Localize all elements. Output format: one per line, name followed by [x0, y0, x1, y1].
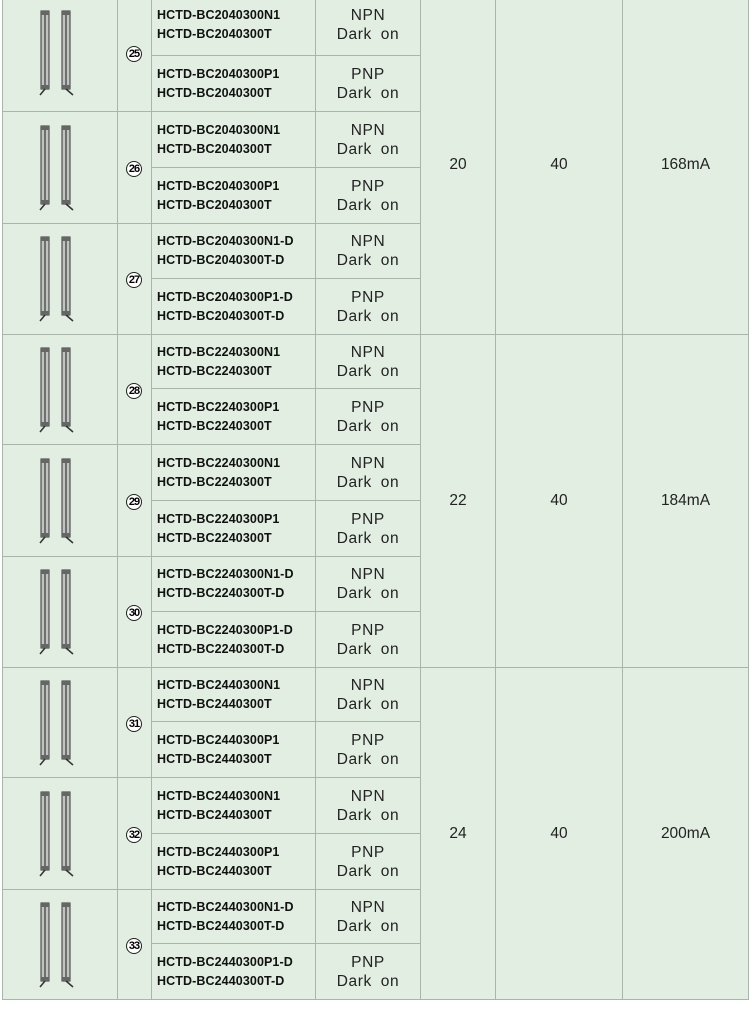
emitter-model: HCTD-BC2440300N1 — [157, 788, 281, 803]
product-image-cell — [3, 445, 118, 557]
emitter-model: HCTD-BC2040300P1 — [157, 178, 280, 193]
receiver-model: HCTD-BC2040300T-D — [157, 308, 285, 323]
axis-pitch-cell — [496, 668, 623, 1000]
item-number-badge: 25 — [126, 46, 142, 62]
optical-axis-count-cell — [421, 335, 496, 668]
receiver-model: HCTD-BC2440300T — [157, 696, 272, 711]
receiver-model: HCTD-BC2240300T — [157, 530, 272, 545]
model-cell — [152, 612, 316, 668]
output-type: NPN — [350, 343, 386, 361]
model-cell — [152, 778, 316, 834]
receiver-model: HCTD-BC2040300T — [157, 197, 272, 212]
emitter-model: HCTD-BC2040300N1 — [157, 8, 281, 22]
current-consumption: 168mA — [660, 155, 711, 173]
output-cell — [316, 834, 421, 890]
model-cell — [152, 944, 316, 1000]
receiver-model: HCTD-BC2440300T — [157, 751, 272, 766]
product-image-cell — [3, 557, 118, 668]
light-curtain-sensor-icon — [37, 346, 83, 434]
table-row — [3, 668, 749, 722]
item-number-badge: 29 — [126, 494, 142, 510]
product-number-cell — [118, 778, 152, 890]
output-type: NPN — [350, 454, 386, 472]
emitter-model: HCTD-BC2240300N1-D — [157, 567, 294, 581]
receiver-model: HCTD-BC2240300T-D — [157, 586, 285, 600]
model-cell — [152, 112, 316, 168]
output-mode: Dark on — [336, 417, 400, 435]
model-cell — [152, 668, 316, 722]
product-image-cell — [3, 668, 118, 778]
receiver-model: HCTD-BC2040300T — [157, 141, 272, 156]
receiver-model: HCTD-BC2040300T — [157, 27, 272, 41]
emitter-model: HCTD-BC2240300P1-D — [157, 622, 293, 637]
axis-pitch: 40 — [550, 155, 568, 173]
output-cell — [316, 445, 421, 501]
output-cell — [316, 56, 421, 112]
output-cell — [316, 944, 421, 1000]
optical-axis-count-cell — [421, 0, 496, 335]
product-number-cell — [118, 890, 152, 1000]
light-curtain-sensor-icon — [37, 790, 83, 878]
model-cell — [152, 389, 316, 445]
light-curtain-sensor-icon — [37, 9, 83, 97]
optical-axis-count: 24 — [449, 824, 467, 842]
light-curtain-sensor-icon — [37, 235, 83, 323]
emitter-model: HCTD-BC2440300P1-D — [157, 954, 293, 969]
output-type: PNP — [351, 621, 385, 639]
product-number-cell — [118, 335, 152, 445]
output-type: PNP — [351, 288, 385, 306]
emitter-model: HCTD-BC2440300P1 — [157, 844, 280, 859]
current-consumption: 200mA — [660, 824, 711, 842]
item-number-badge: 31 — [126, 716, 142, 732]
output-mode: Dark on — [336, 806, 400, 824]
output-cell — [316, 0, 421, 56]
output-mode: Dark on — [336, 362, 400, 380]
current-consumption-cell — [623, 335, 749, 668]
emitter-model: HCTD-BC2040300N1-D — [157, 234, 294, 248]
output-type: PNP — [351, 731, 385, 749]
product-number-cell — [118, 224, 152, 335]
output-cell — [316, 557, 421, 612]
emitter-model: HCTD-BC2240300P1 — [157, 511, 280, 526]
output-type: NPN — [350, 121, 386, 139]
output-cell — [316, 112, 421, 168]
product-image-cell — [3, 335, 118, 445]
model-cell — [152, 224, 316, 279]
output-mode: Dark on — [336, 862, 400, 880]
receiver-model: HCTD-BC2240300T-D — [157, 641, 285, 656]
model-cell — [152, 834, 316, 890]
emitter-model: HCTD-BC2440300P1 — [157, 732, 280, 747]
item-number-badge: 30 — [126, 605, 142, 621]
model-cell — [152, 279, 316, 335]
output-mode: Dark on — [336, 84, 400, 102]
emitter-model: HCTD-BC2040300N1 — [157, 122, 281, 137]
model-cell — [152, 335, 316, 389]
output-cell — [316, 224, 421, 279]
output-type: NPN — [350, 233, 386, 250]
output-type: PNP — [351, 510, 385, 528]
light-curtain-sensor-icon — [37, 901, 83, 989]
output-type: PNP — [351, 953, 385, 971]
output-mode: Dark on — [336, 695, 400, 713]
product-image-cell — [3, 778, 118, 890]
emitter-model: HCTD-BC2440300N1-D — [157, 899, 294, 914]
receiver-model: HCTD-BC2440300T — [157, 863, 272, 878]
item-number-badge: 32 — [126, 827, 142, 843]
receiver-model: HCTD-BC2440300T-D — [157, 973, 285, 988]
output-mode: Dark on — [336, 529, 400, 547]
output-cell — [316, 722, 421, 778]
output-mode: Dark on — [336, 252, 400, 269]
table-row — [3, 335, 749, 389]
output-cell — [316, 279, 421, 335]
output-mode: Dark on — [336, 640, 400, 658]
emitter-model: HCTD-BC2440300N1 — [157, 677, 281, 692]
output-mode: Dark on — [336, 585, 400, 602]
output-type: PNP — [351, 398, 385, 416]
output-type: NPN — [350, 787, 386, 805]
product-image-cell — [3, 112, 118, 224]
output-mode: Dark on — [336, 140, 400, 158]
product-image-cell — [3, 224, 118, 335]
output-cell — [316, 168, 421, 224]
output-type: PNP — [351, 177, 385, 195]
item-number-badge: 28 — [126, 383, 142, 399]
receiver-model: HCTD-BC2040300T — [157, 85, 272, 100]
product-number-cell — [118, 112, 152, 224]
output-type: NPN — [350, 898, 386, 916]
emitter-model: HCTD-BC2040300P1-D — [157, 289, 293, 304]
light-curtain-sensor-icon — [37, 457, 83, 545]
axis-pitch-cell — [496, 335, 623, 668]
receiver-model: HCTD-BC2240300T — [157, 363, 272, 378]
product-number-cell — [118, 0, 152, 112]
product-number-cell — [118, 557, 152, 668]
output-cell — [316, 668, 421, 722]
output-cell — [316, 389, 421, 445]
model-cell — [152, 0, 316, 56]
current-consumption-cell — [623, 668, 749, 1000]
spec-table — [2, 0, 749, 1000]
product-image-cell — [3, 0, 118, 112]
output-mode: Dark on — [336, 750, 400, 768]
output-cell — [316, 778, 421, 834]
model-cell — [152, 501, 316, 557]
model-cell — [152, 722, 316, 778]
emitter-model: HCTD-BC2240300P1 — [157, 399, 280, 414]
output-mode: Dark on — [336, 26, 400, 43]
output-type: PNP — [351, 843, 385, 861]
output-type: NPN — [350, 7, 386, 24]
axis-pitch-cell — [496, 0, 623, 335]
product-number-cell — [118, 668, 152, 778]
axis-pitch: 40 — [550, 824, 568, 842]
output-cell — [316, 335, 421, 389]
output-mode: Dark on — [336, 972, 400, 990]
table-row — [3, 0, 749, 56]
optical-axis-count-cell — [421, 668, 496, 1000]
current-consumption-cell — [623, 0, 749, 335]
current-consumption: 184mA — [660, 492, 711, 509]
optical-axis-count: 22 — [449, 492, 467, 509]
product-image-cell — [3, 890, 118, 1000]
receiver-model: HCTD-BC2440300T — [157, 807, 272, 822]
light-curtain-sensor-icon — [37, 679, 83, 767]
item-number-badge: 26 — [126, 161, 142, 177]
light-curtain-sensor-icon — [37, 568, 83, 656]
receiver-model: HCTD-BC2440300T-D — [157, 918, 285, 933]
model-cell — [152, 445, 316, 501]
model-cell — [152, 557, 316, 612]
output-mode: Dark on — [336, 473, 400, 491]
model-cell — [152, 168, 316, 224]
optical-axis-count: 20 — [449, 155, 467, 173]
output-mode: Dark on — [336, 307, 400, 325]
output-type: NPN — [350, 566, 386, 583]
output-type: NPN — [350, 676, 386, 694]
output-cell — [316, 612, 421, 668]
emitter-model: HCTD-BC2240300N1 — [157, 344, 281, 359]
product-number-cell — [118, 445, 152, 557]
item-number-badge: 33 — [126, 938, 142, 954]
model-cell — [152, 890, 316, 944]
emitter-model: HCTD-BC2040300P1 — [157, 66, 280, 81]
receiver-model: HCTD-BC2040300T-D — [157, 253, 285, 267]
light-curtain-sensor-icon — [37, 124, 83, 212]
model-cell — [152, 56, 316, 112]
item-number-badge: 27 — [126, 272, 142, 288]
output-mode: Dark on — [336, 196, 400, 214]
output-cell — [316, 890, 421, 944]
receiver-model: HCTD-BC2240300T — [157, 474, 272, 489]
receiver-model: HCTD-BC2240300T — [157, 418, 272, 433]
emitter-model: HCTD-BC2240300N1 — [157, 455, 281, 470]
axis-pitch: 40 — [550, 492, 568, 509]
output-type: PNP — [351, 65, 385, 83]
output-cell — [316, 501, 421, 557]
output-mode: Dark on — [336, 917, 400, 935]
